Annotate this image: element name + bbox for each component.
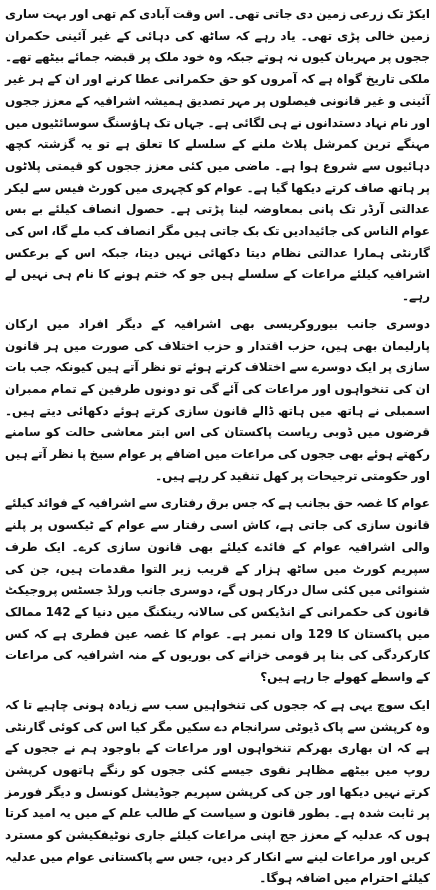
paragraph-1: ایکڑ تک زرعی زمین دی جاتی تھی۔ اس وقت آبادی کم تھی اور بہت ساری زمین خالی پڑی تھی۔ یاد رہے کہ ساٹھ کی دہائی کے غیر آئینی حکمران ججوں پر مہربان کیوں نہ ہوتے جبکہ وہ خود ملک پر قبضہ جمائے بیٹھے تھے۔ ملکی تاریخ گواہ ہے کہ آمروں کو حق حکمرانی عطا کرنے اور ان کے ہر غیر آئینی و غیر قانونی فیصلوں پر مہر تصدیق ہمیشہ اشرافیہ کے معزز ججوں اور نام نہاد دستدانوں نے ہی لگائی ہے۔ جہاں تک ہاؤسنگ سوسائٹیوں میں مہنگے ترین کمرشل پلاٹ ملنے کے سلسلے کا تعلق ہے تو یہ گزشتہ کچھ دہائیوں سے شروع ہوا ہے۔ ماضی میں کئی معزز ججوں کو قیمتی پلاٹوں پر ہاتھ صاف کرتے دیکھا گیا ہے۔ عوام کو کچہری میں کورٹ فیس سے لیکر عدالتی آرڈر تک پانی بمعاوضہ لینا پڑتی ہے۔ حصول انصاف کیلئے بے بس عوام الناس کی جائیدادیں تک بک جاتی ہیں مگر انصاف کب ملے گا، اس کی گارنٹی ہمارا عدالتی نظام دیتا دکھائی نہیں دیتا، جبکہ اس کے برعکس اشرافیہ کیلئے مراعات کے سلسلے ہیں جو کہ ختم ہونے کا نام ہی نہیں لے رہے۔ bbox=[5, 7, 430, 304]
paragraph-4: ایک سوچ یہی ہے کہ ججوں کی تنخواہیں سب سے زیادہ ہونی چاہیے تا کہ وہ کرپشن سے پاک ڈیوٹی سرانجام دے سکیں مگر کیا اس کی کوئی گارنٹی ہے کہ ان بھاری بھرکم تنخواہوں اور مراعات کے باوجود ہم نے ججوں کے روپ میں بیٹھے مظاہر نقوی جیسے کئی ججوں کو رنگے ہاتھوں کرپشن کرتے نہیں دیکھا اور جن کی کرپشن سپریم جوڈیشل کونسل و دیگر فورمز پر ثابت شدہ ہے۔ بطور قانون و سیاست کے طالب علم کے میں یہ امید کرتا ہوں کہ عدلیہ کے معزز جج اپنی مراعات کیلئے جاری نوٹیفکیشن کو مسترد کریں اور مراعات لینے سے انکار کر دیں، جس سے پاکستانی عوام میں عدلیہ کیلئے احترام میں اضافہ ہوگا۔ bbox=[5, 697, 430, 886]
paragraph-2: دوسری جانب بیوروکریسی بھی اشرافیہ کے دیگر افراد میں ارکان پارلیمان بھی ہیں، حزب اقتدار و حزب اختلاف کی صورت میں ہر قانون سازی پر ایک دوسرے سے اختلاف کرتے ہوئے تو نظر آتے ہیں کیونکہ جب بات ان کی تنخواہوں اور مراعات کی آئے گی تو دونوں طرفین کے تمام ممبران اسمبلی نے ہاتھ میں ہاتھ ڈالے قانون سازی کرتے ہوئے دکھائی دیتے ہیں۔ قرضوں میں ڈوبی ریاست پاکستان کی اس ابتر معاشی حالت کو سامنے رکھتے ہوئے بھی ججوں کی مراعات میں اضافے پر عوام سیخ پا نظر آتے ہیں اور حکومتی ترجیحات پر کھل تنقید کر رہے ہیں۔ bbox=[5, 316, 430, 483]
paragraph-3: عوام کا غصہ حق بجانب ہے کہ جس برق رفتاری سے اشرافیہ کے فوائد کیلئے قانون سازی کی جاتی ہے، کاش اسی رفتار سے عوام کے ٹیکسوں پر پلنے والی اشرافیہ عوام کے فائدے کیلئے بھی قانون سازی کرے۔ ایک طرف سپریم کورٹ میں ساٹھ ہزار کے قریب زیر التوا مقدمات ہیں، جن کی شنوائی میں کئی سال درکار ہوں گے، دوسری جانب ورلڈ جسٹس پروجیکٹ قانون کی حکمرانی کے انڈیکس کی سالانہ رینکنگ میں دنیا کے 142 ممالک میں پاکستان کا 129 واں نمبر ہے۔ عوام کا غصہ عین فطری ہے کہ کس کارکردگی کی بنا پر قومی خزانے کی بوریوں کے منہ اشرافیہ کی مراعات کے واسطے کھولے جا رہے ہیں؟ bbox=[5, 496, 430, 685]
